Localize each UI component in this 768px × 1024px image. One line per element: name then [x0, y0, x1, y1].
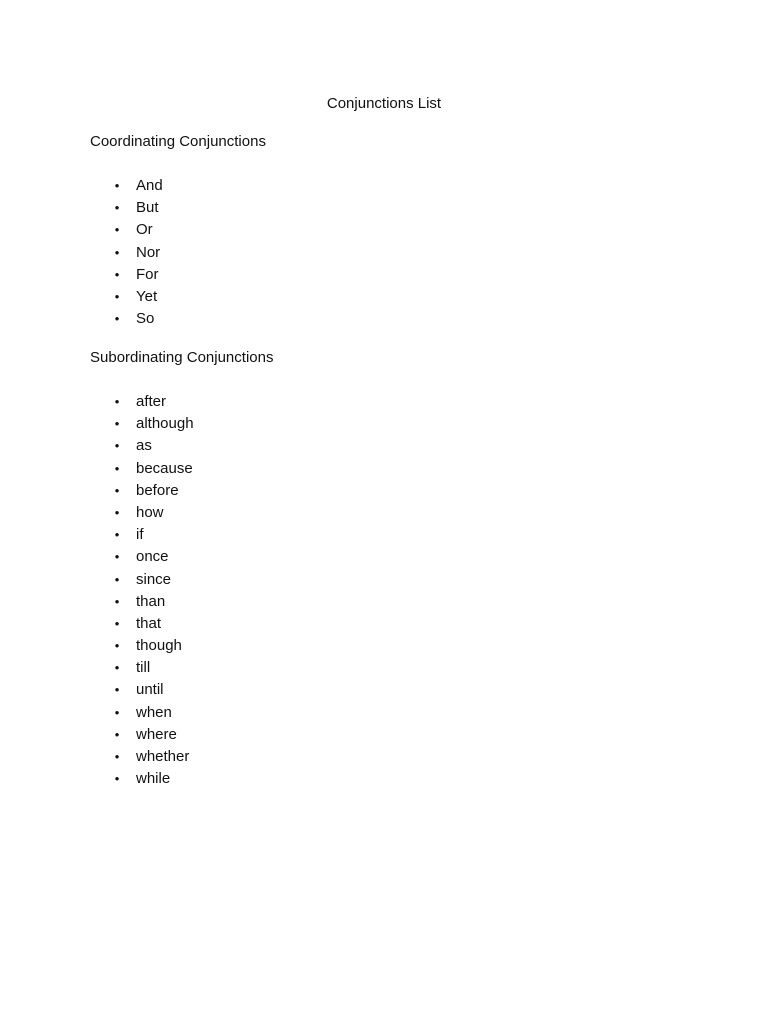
list-item-text: while	[136, 770, 171, 788]
bullet-icon: •	[114, 394, 120, 409]
list-item-text: before	[136, 481, 179, 499]
list-item-text: whether	[136, 748, 190, 765]
list-item-text: than	[136, 592, 166, 610]
bullet-icon: •	[114, 638, 120, 654]
list-item-text: until	[136, 681, 164, 699]
list-item-text: For	[136, 265, 159, 283]
list-item-text: as	[136, 437, 152, 455]
list-item-text: if	[136, 526, 144, 544]
bullet-icon: •	[114, 244, 120, 260]
list-item-text: Yet	[136, 287, 158, 305]
list-item-text: though	[136, 637, 182, 655]
bullet-icon: •	[114, 416, 120, 432]
bullet-icon: •	[114, 660, 120, 676]
list-item-text: how	[136, 503, 164, 521]
bullet-icon: •	[114, 482, 120, 498]
bullet-icon: •	[114, 527, 120, 543]
bullet-icon: •	[114, 749, 120, 764]
list-item-text: But	[136, 199, 159, 217]
bullet-icon: •	[114, 771, 120, 787]
bullet-icon: •	[114, 593, 120, 609]
list-item-text: Nor	[136, 243, 161, 261]
page-title: Conjunctions List	[326, 95, 442, 112]
list-item-text: when	[136, 703, 172, 721]
list-item-text: since	[136, 570, 172, 588]
bullet-icon: •	[114, 615, 120, 631]
list-item-text: because	[136, 459, 193, 477]
list-item-text: Or	[136, 221, 153, 239]
list-item-text: once	[136, 548, 169, 566]
list-item-text: after	[136, 393, 167, 410]
list-item-text: although	[136, 415, 194, 433]
bullet-icon: •	[114, 549, 120, 565]
bullet-icon: •	[114, 704, 120, 720]
bullet-icon: •	[114, 571, 120, 587]
section-heading-subordinating: Subordinating Conjunctions	[90, 349, 274, 366]
bullet-icon: •	[114, 311, 120, 327]
bullet-icon: •	[114, 200, 120, 216]
list-item-text: till	[136, 659, 151, 677]
bullet-icon: •	[114, 222, 120, 238]
bullet-icon: •	[114, 266, 120, 282]
list-item-text: that	[136, 614, 162, 632]
bullet-icon: •	[114, 726, 120, 742]
bullet-icon: •	[114, 178, 120, 193]
bullet-icon: •	[114, 460, 120, 476]
bullet-icon: •	[114, 504, 120, 520]
list-item-text: And	[136, 177, 163, 194]
list-item-text: So	[136, 310, 155, 328]
section-heading-coordinating: Coordinating Conjunctions	[90, 133, 266, 150]
bullet-icon: •	[114, 288, 120, 304]
bullet-icon: •	[114, 438, 120, 454]
bullet-icon: •	[114, 682, 120, 698]
list-item-text: where	[136, 725, 177, 743]
